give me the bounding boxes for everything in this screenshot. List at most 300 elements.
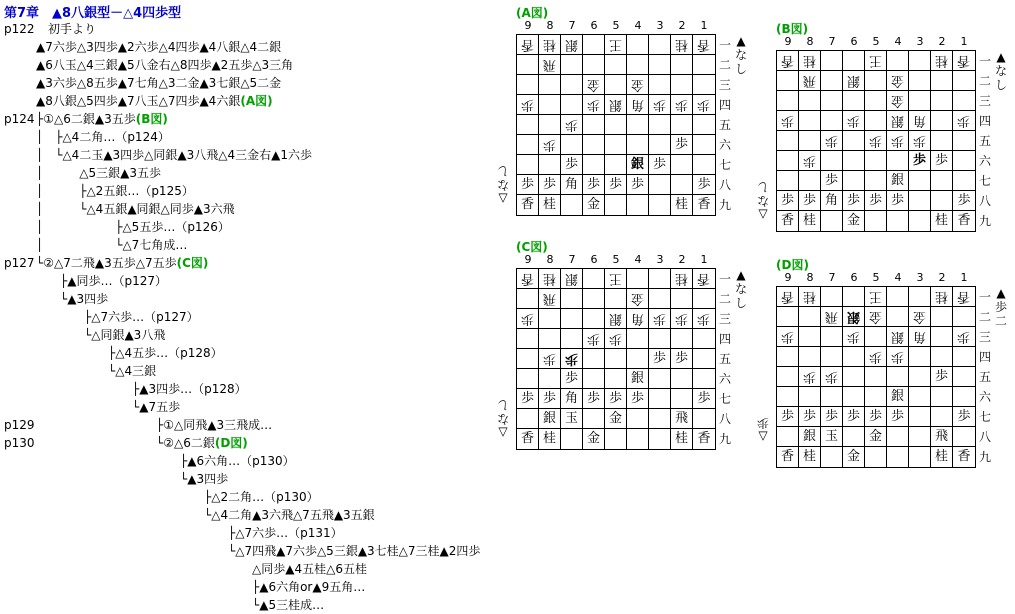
board-square bbox=[583, 369, 605, 389]
board-square bbox=[843, 191, 865, 211]
shogi-board bbox=[776, 286, 976, 468]
sente-piece: 歩 bbox=[868, 409, 882, 424]
board-square bbox=[561, 155, 583, 175]
board-square bbox=[693, 35, 715, 55]
rank-number: 三 bbox=[718, 312, 731, 326]
file-number: 4 bbox=[894, 35, 902, 48]
rank-number: 九 bbox=[718, 432, 731, 446]
sente-piece: 桂 bbox=[674, 431, 688, 446]
board-square bbox=[843, 211, 865, 231]
board-square bbox=[931, 91, 953, 111]
board-square bbox=[627, 35, 649, 55]
board-square bbox=[649, 309, 671, 329]
sente-piece: 玉 bbox=[824, 429, 838, 444]
board-square bbox=[865, 211, 887, 231]
board-square bbox=[909, 347, 931, 367]
board-square bbox=[583, 349, 605, 369]
board-square bbox=[953, 151, 975, 171]
board-square bbox=[583, 309, 605, 329]
board-square bbox=[799, 387, 821, 407]
board-square bbox=[671, 35, 693, 55]
file-number: 2 bbox=[678, 19, 686, 32]
board-square bbox=[583, 409, 605, 429]
board-square bbox=[931, 367, 953, 387]
board-square bbox=[693, 195, 715, 215]
board-square bbox=[865, 51, 887, 71]
move-line bbox=[36, 344, 223, 362]
board-square bbox=[693, 329, 715, 349]
board-square bbox=[799, 407, 821, 427]
board-square bbox=[777, 211, 799, 231]
board-square bbox=[539, 429, 561, 449]
board-square bbox=[931, 151, 953, 171]
board-square bbox=[561, 349, 583, 369]
file-number: 5 bbox=[872, 35, 880, 48]
board-square bbox=[865, 307, 887, 327]
move-line bbox=[36, 506, 375, 524]
board-square bbox=[953, 91, 975, 111]
move-line bbox=[36, 146, 312, 164]
file-number: 9 bbox=[524, 19, 532, 32]
move-line bbox=[36, 128, 170, 146]
board-square bbox=[953, 307, 975, 327]
sente-piece: 歩 bbox=[652, 157, 666, 172]
board-square bbox=[865, 427, 887, 447]
rank-number: 四 bbox=[978, 114, 991, 128]
sente-piece: 香 bbox=[957, 449, 971, 464]
gote-piece: 金 bbox=[630, 77, 644, 92]
board-square bbox=[605, 349, 627, 369]
board-square bbox=[605, 389, 627, 409]
board-square bbox=[865, 287, 887, 307]
move-text: ├①△6二銀▲3五歩 bbox=[36, 112, 136, 126]
board-square bbox=[887, 131, 909, 151]
move-line bbox=[36, 38, 281, 56]
rank-number: 七 bbox=[718, 158, 731, 172]
board-square bbox=[517, 369, 539, 389]
board-square bbox=[517, 269, 539, 289]
board-square bbox=[799, 111, 821, 131]
board-square bbox=[843, 407, 865, 427]
board-square bbox=[539, 55, 561, 75]
board-square bbox=[931, 191, 953, 211]
move-line bbox=[36, 110, 168, 128]
gote-piece: 歩 bbox=[890, 349, 904, 364]
board-square bbox=[627, 135, 649, 155]
board-square bbox=[517, 309, 539, 329]
sente-piece: 香 bbox=[697, 431, 711, 446]
move-line bbox=[36, 308, 199, 326]
board-square bbox=[887, 71, 909, 91]
board-square bbox=[799, 447, 821, 467]
gote-piece: 飛 bbox=[542, 291, 556, 306]
board-square bbox=[671, 155, 693, 175]
move-line bbox=[36, 434, 248, 452]
board-square bbox=[821, 447, 843, 467]
move-line bbox=[36, 182, 194, 200]
gote-hand: △なし bbox=[497, 164, 510, 206]
file-number: 6 bbox=[850, 271, 858, 284]
board-square bbox=[777, 427, 799, 447]
board-square bbox=[777, 447, 799, 467]
board-square bbox=[953, 131, 975, 151]
file-number: 8 bbox=[806, 35, 814, 48]
move-line bbox=[36, 578, 365, 596]
sente-piece: 歩 bbox=[868, 193, 882, 208]
sente-piece: 歩 bbox=[802, 193, 816, 208]
board-square bbox=[517, 55, 539, 75]
board-square bbox=[799, 327, 821, 347]
move-text: └②△6二銀 bbox=[36, 436, 215, 450]
board-square bbox=[865, 171, 887, 191]
board-square bbox=[777, 131, 799, 151]
move-line bbox=[36, 362, 156, 380]
shogi-board bbox=[516, 268, 716, 450]
board-square bbox=[953, 407, 975, 427]
rank-number: 八 bbox=[978, 430, 991, 444]
board-square bbox=[887, 287, 909, 307]
gote-piece: 香 bbox=[957, 53, 971, 68]
sente-piece: 歩 bbox=[697, 391, 711, 406]
sente-piece: 桂 bbox=[542, 197, 556, 212]
diagram-label: (A図) bbox=[516, 6, 549, 20]
board-square bbox=[605, 35, 627, 55]
board-square bbox=[539, 175, 561, 195]
gote-piece: 銀 bbox=[608, 311, 622, 326]
sente-piece: 歩 bbox=[957, 193, 971, 208]
board-square bbox=[909, 151, 931, 171]
board-square bbox=[865, 131, 887, 151]
move-text: ▲8八銀△5四歩▲7八玉△7四歩▲4六銀 bbox=[36, 94, 241, 108]
board-square bbox=[649, 195, 671, 215]
sente-piece: 歩 bbox=[846, 193, 860, 208]
board-square bbox=[583, 155, 605, 175]
board-square bbox=[693, 389, 715, 409]
sente-piece: 金 bbox=[846, 449, 860, 464]
board-square bbox=[539, 155, 561, 175]
board-square bbox=[821, 211, 843, 231]
board-square bbox=[799, 211, 821, 231]
file-number: 6 bbox=[850, 35, 858, 48]
page-ref-p129: p129 bbox=[4, 418, 35, 432]
sente-piece: 香 bbox=[780, 449, 794, 464]
board-square bbox=[583, 75, 605, 95]
rank-number: 九 bbox=[718, 198, 731, 212]
board-square bbox=[649, 155, 671, 175]
sente-piece: 銀 bbox=[542, 411, 556, 426]
board-square bbox=[843, 51, 865, 71]
board-square bbox=[539, 309, 561, 329]
rank-number: 八 bbox=[718, 412, 731, 426]
board-square bbox=[627, 155, 649, 175]
board-square bbox=[821, 91, 843, 111]
board-square bbox=[931, 327, 953, 347]
sente-piece: 角 bbox=[824, 193, 838, 208]
board-square bbox=[649, 55, 671, 75]
move-line bbox=[36, 56, 293, 74]
board-square bbox=[843, 347, 865, 367]
rank-number: 八 bbox=[978, 194, 991, 208]
board-square bbox=[865, 387, 887, 407]
rank-number: 四 bbox=[718, 332, 731, 346]
board-square bbox=[671, 175, 693, 195]
move-text: ▲3六歩△8五歩▲7七角△3二金▲3七銀△5二金 bbox=[36, 76, 282, 90]
move-text: ├▲同歩…（p127） bbox=[36, 274, 167, 288]
file-number: 2 bbox=[678, 253, 686, 266]
board-square bbox=[671, 309, 693, 329]
gote-piece: 歩 bbox=[564, 117, 578, 132]
gote-piece: 歩 bbox=[652, 311, 666, 326]
board-square bbox=[583, 329, 605, 349]
board-square bbox=[605, 135, 627, 155]
sente-piece: 角 bbox=[564, 391, 578, 406]
board-square bbox=[583, 175, 605, 195]
gote-piece: 飛 bbox=[802, 73, 816, 88]
file-number: 7 bbox=[568, 253, 576, 266]
board-square bbox=[887, 111, 909, 131]
gote-piece: 歩 bbox=[890, 133, 904, 148]
board-square bbox=[539, 349, 561, 369]
rank-number: 一 bbox=[718, 38, 731, 52]
file-number: 4 bbox=[634, 19, 642, 32]
gote-piece: 歩 bbox=[824, 369, 838, 384]
gote-piece: 歩 bbox=[542, 351, 556, 366]
board-square bbox=[909, 407, 931, 427]
board-square bbox=[539, 369, 561, 389]
board-square bbox=[931, 51, 953, 71]
sente-piece: 桂 bbox=[542, 431, 556, 446]
sente-piece: 歩 bbox=[652, 351, 666, 366]
board-square bbox=[627, 115, 649, 135]
board-square bbox=[627, 349, 649, 369]
gote-piece: 香 bbox=[697, 271, 711, 286]
board-square bbox=[931, 387, 953, 407]
board-square bbox=[865, 347, 887, 367]
board-square bbox=[799, 51, 821, 71]
sente-piece: 歩 bbox=[630, 177, 644, 192]
board-square bbox=[605, 429, 627, 449]
board-square bbox=[583, 195, 605, 215]
gote-piece: 歩 bbox=[802, 369, 816, 384]
sente-piece: 桂 bbox=[934, 213, 948, 228]
sente-piece: 歩 bbox=[912, 153, 926, 168]
board-square bbox=[953, 347, 975, 367]
board-square bbox=[909, 51, 931, 71]
board-square bbox=[865, 191, 887, 211]
gote-piece: 歩 bbox=[912, 133, 926, 148]
sente-piece: 香 bbox=[697, 197, 711, 212]
sente-piece: 桂 bbox=[674, 197, 688, 212]
rank-number: 三 bbox=[978, 330, 991, 344]
board-square bbox=[865, 367, 887, 387]
board-square bbox=[909, 307, 931, 327]
board-square bbox=[931, 171, 953, 191]
board-square bbox=[627, 55, 649, 75]
board-square bbox=[693, 349, 715, 369]
sente-piece: 桂 bbox=[802, 213, 816, 228]
file-number: 9 bbox=[524, 253, 532, 266]
move-line bbox=[36, 218, 230, 236]
move-text: 初手より bbox=[48, 22, 97, 36]
board-square bbox=[583, 429, 605, 449]
board-square bbox=[649, 95, 671, 115]
board-square bbox=[517, 329, 539, 349]
board-square bbox=[799, 131, 821, 151]
sente-piece: 歩 bbox=[630, 391, 644, 406]
sente-piece: 歩 bbox=[564, 157, 578, 172]
gote-piece: 桂 bbox=[674, 37, 688, 52]
board-square bbox=[671, 75, 693, 95]
move-line bbox=[36, 452, 295, 470]
board-square bbox=[887, 447, 909, 467]
board-square bbox=[605, 409, 627, 429]
board-square bbox=[821, 171, 843, 191]
gote-piece: 桂 bbox=[802, 53, 816, 68]
board-square bbox=[561, 389, 583, 409]
board-square bbox=[843, 287, 865, 307]
gote-piece: 王 bbox=[608, 37, 622, 52]
board-square bbox=[649, 289, 671, 309]
gote-piece: 金 bbox=[890, 73, 904, 88]
board-square bbox=[693, 309, 715, 329]
board-square bbox=[539, 115, 561, 135]
move-text: └▲3四歩 bbox=[36, 292, 109, 306]
gote-piece: 歩 bbox=[652, 97, 666, 112]
rank-number: 九 bbox=[978, 214, 991, 228]
gote-piece: 歩 bbox=[586, 97, 600, 112]
board-square bbox=[539, 195, 561, 215]
move-text: ├▲6六角or▲9五角… bbox=[36, 580, 366, 594]
gote-piece: 桂 bbox=[802, 289, 816, 304]
board-square bbox=[953, 327, 975, 347]
gote-piece: 金 bbox=[912, 309, 926, 324]
diagram-label: (B図) bbox=[776, 22, 809, 36]
move-text: ├①△同飛▲3三飛成… bbox=[36, 418, 273, 432]
file-number: 5 bbox=[612, 19, 620, 32]
board-square bbox=[605, 155, 627, 175]
board-square bbox=[909, 71, 931, 91]
board-square bbox=[671, 95, 693, 115]
board-square bbox=[953, 447, 975, 467]
move-line bbox=[36, 200, 235, 218]
board-square bbox=[649, 75, 671, 95]
board-square bbox=[887, 327, 909, 347]
sente-piece: 歩 bbox=[824, 173, 838, 188]
rank-number: 三 bbox=[978, 94, 991, 108]
gote-piece: 銀 bbox=[890, 113, 904, 128]
move-line bbox=[36, 326, 165, 344]
board-square bbox=[671, 135, 693, 155]
board-square bbox=[539, 329, 561, 349]
board-square bbox=[649, 35, 671, 55]
board-square bbox=[953, 427, 975, 447]
gote-piece: 香 bbox=[780, 289, 794, 304]
board-square bbox=[517, 155, 539, 175]
sente-piece: 歩 bbox=[520, 177, 534, 192]
sente-piece: 歩 bbox=[957, 409, 971, 424]
gote-piece: 歩 bbox=[586, 331, 600, 346]
diagram-label: (C図) bbox=[516, 240, 548, 254]
diagram-label: (D図) bbox=[776, 258, 809, 272]
board-square bbox=[605, 289, 627, 309]
board-square bbox=[799, 427, 821, 447]
board-square bbox=[539, 75, 561, 95]
board-square bbox=[799, 171, 821, 191]
board-square bbox=[605, 95, 627, 115]
sente-piece: 歩 bbox=[780, 409, 794, 424]
move-text: ├△4五歩…（p128） bbox=[36, 346, 223, 360]
gote-piece: 桂 bbox=[674, 271, 688, 286]
rank-number: 七 bbox=[978, 410, 991, 424]
board-square bbox=[539, 409, 561, 429]
sente-piece: 金 bbox=[846, 213, 860, 228]
sente-piece: 玉 bbox=[564, 411, 578, 426]
gote-hand: △なし bbox=[497, 398, 510, 440]
board-square bbox=[777, 407, 799, 427]
file-number: 4 bbox=[894, 271, 902, 284]
board-square bbox=[627, 309, 649, 329]
file-number: 8 bbox=[546, 253, 554, 266]
gote-piece: 歩 bbox=[564, 351, 578, 366]
board-square bbox=[821, 327, 843, 347]
file-number: 8 bbox=[546, 19, 554, 32]
board-square bbox=[843, 387, 865, 407]
board-square bbox=[887, 171, 909, 191]
board-square bbox=[649, 115, 671, 135]
board-square bbox=[517, 389, 539, 409]
board-square bbox=[539, 389, 561, 409]
board-square bbox=[821, 191, 843, 211]
board-square bbox=[517, 409, 539, 429]
board-square bbox=[671, 269, 693, 289]
move-text: └△4三銀 bbox=[36, 364, 157, 378]
board-square bbox=[909, 367, 931, 387]
rank-number: 二 bbox=[718, 58, 731, 72]
board-square bbox=[799, 151, 821, 171]
board-square bbox=[627, 195, 649, 215]
board-square bbox=[887, 211, 909, 231]
board-square bbox=[583, 289, 605, 309]
board-square bbox=[777, 307, 799, 327]
board-square bbox=[909, 327, 931, 347]
move-text: │ ├△4二角…（p124） bbox=[36, 130, 170, 144]
board-square bbox=[887, 191, 909, 211]
sente-piece: 金 bbox=[586, 431, 600, 446]
board-square bbox=[561, 115, 583, 135]
board-square bbox=[909, 427, 931, 447]
board-square bbox=[649, 409, 671, 429]
board-square bbox=[561, 55, 583, 75]
sente-piece: 金 bbox=[868, 429, 882, 444]
board-square bbox=[931, 71, 953, 91]
file-number: 3 bbox=[656, 19, 664, 32]
board-square bbox=[909, 191, 931, 211]
file-number: 4 bbox=[634, 253, 642, 266]
sente-piece: 歩 bbox=[608, 177, 622, 192]
sente-piece: 歩 bbox=[846, 409, 860, 424]
file-number: 8 bbox=[806, 271, 814, 284]
board-square bbox=[627, 409, 649, 429]
rank-number: 二 bbox=[718, 292, 731, 306]
board-square bbox=[953, 211, 975, 231]
gote-piece: 歩 bbox=[674, 311, 688, 326]
move-line bbox=[36, 470, 228, 488]
sente-piece: 歩 bbox=[890, 193, 904, 208]
sente-piece: 歩 bbox=[586, 391, 600, 406]
gote-piece: 桂 bbox=[934, 53, 948, 68]
sente-hand: ▲なし bbox=[994, 50, 1007, 92]
board-square bbox=[931, 211, 953, 231]
